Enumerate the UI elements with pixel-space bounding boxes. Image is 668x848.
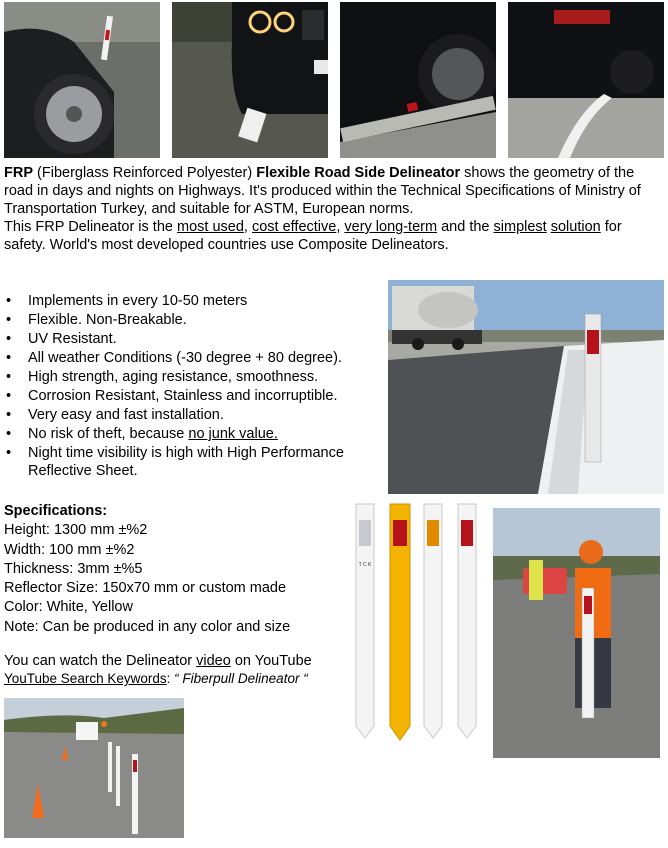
youtube-block — [4, 652, 354, 688]
list-item: • All weather Conditions (-30 degree + 80 degree). — [4, 349, 386, 368]
frp-abbr: FRP — [4, 165, 33, 181]
intro-line2-end: for safety. World's most developed countries use Composite Delineators. — [4, 219, 622, 253]
separator: , — [336, 219, 341, 235]
list-item — [4, 425, 386, 444]
no-junk-value-text: no junk value. — [188, 426, 278, 442]
spec-width: Width: 100 mm ±%2 — [4, 541, 135, 558]
most-used-text: most used — [177, 219, 244, 235]
list-item: • Corrosion Resistant, Stainless and incorruptible. — [4, 387, 386, 406]
product-name: Flexible Road Side Delineator — [256, 165, 461, 181]
photo-worker-installing — [493, 508, 660, 758]
simplest-text: simplest — [493, 219, 547, 235]
specifications-heading: Specifications: — [4, 503, 108, 519]
photo-car-front-headlights — [172, 2, 328, 158]
photo-road-installation — [4, 698, 184, 838]
spec-reflector: Reflector Size: 150x70 mm or custom made — [4, 580, 287, 597]
photo-car-front-wheel — [4, 2, 160, 158]
separator: , — [243, 219, 248, 235]
solution-text: solution — [550, 219, 601, 235]
long-term-text: very long-term — [344, 219, 438, 235]
photo-car-rear — [508, 2, 664, 158]
list-item: • Very easy and fast installation. — [4, 406, 386, 425]
watch-text: You can watch the Delineator — [4, 653, 193, 669]
frp-full: (Fiberglass Reinforced Polyester) — [37, 165, 253, 181]
spec-note: Note: Can be produced in any color and size — [4, 618, 291, 635]
list-item: • High strength, aging resistance, smoothness. — [4, 368, 386, 387]
list-item: • Night time visibility is high with High Performance Reflective Sheet. — [4, 444, 386, 480]
watch-end-text: on YouTube — [234, 653, 312, 669]
spec-height: Height: 1300 mm ±%2 — [4, 522, 148, 539]
spec-thickness: Thickness: 3mm ±%5 — [4, 560, 143, 577]
youtube-keywords-value: “ Fiberpull Delineator “ — [174, 671, 308, 686]
intro-paragraph — [4, 164, 664, 254]
video-link[interactable]: video — [196, 653, 231, 669]
and-the-text: and the — [441, 219, 490, 235]
theft-text: No risk of theft, because — [28, 426, 185, 442]
intro-description: shows the geometry of the road in days and nights on Highways. It's produced within the Technical Specifications of Ministry of Transportation Turkey, and suitable for ASTM, European norms. — [4, 165, 641, 217]
spec-color: Color: White, Yellow — [4, 599, 133, 616]
specifications-block — [4, 502, 354, 637]
list-item: • Implements in every 10-50 meters — [4, 292, 386, 311]
post-marking-text: T C K — [358, 562, 372, 568]
youtube-keywords-label: YouTube Search Keywords — [4, 671, 167, 686]
photo-highway-delineator — [388, 280, 664, 494]
list-item: • Flexible. Non-Breakable. — [4, 311, 386, 330]
list-item: • UV Resistant. — [4, 330, 386, 349]
cost-effective-text: cost effective — [251, 219, 337, 235]
feature-list — [4, 292, 386, 480]
intro-line2-start: This FRP Delineator is the — [4, 219, 173, 235]
product-posts-image — [352, 500, 484, 742]
colon: : — [166, 671, 171, 686]
photo-car-side-tire — [340, 2, 496, 158]
